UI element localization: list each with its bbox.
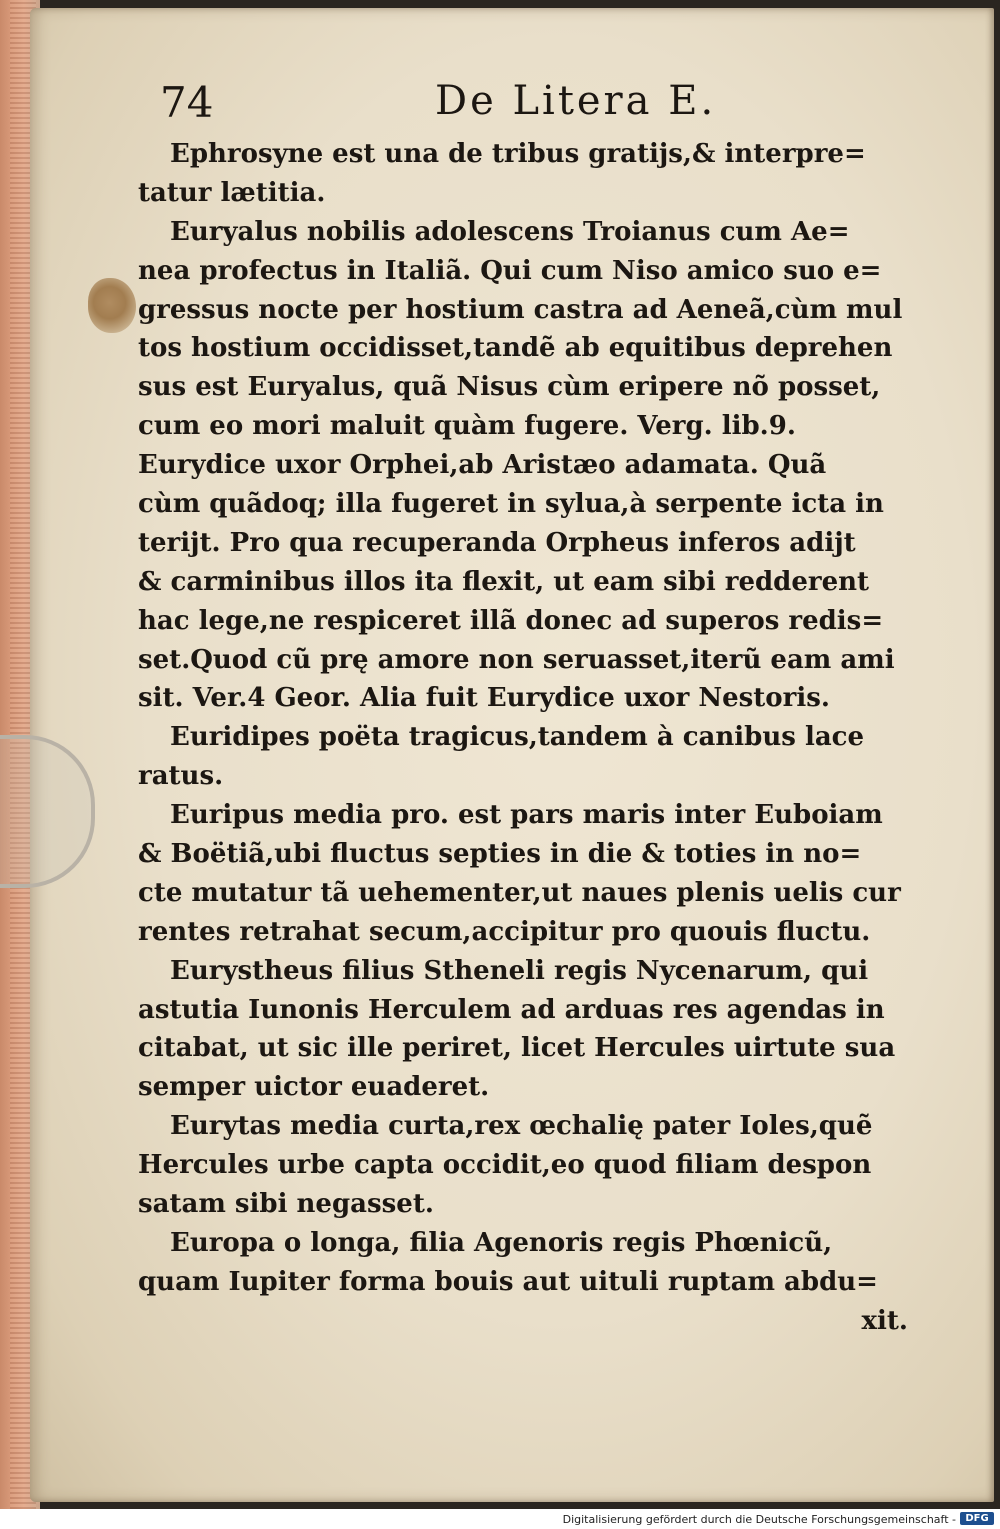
text-line: rentes retrahat secum,accipitur pro quouis fluctu.: [138, 916, 871, 947]
text-line: semper uictor euaderet.: [138, 1072, 490, 1103]
text-line: gressus nocte per hostium castra ad Aeneã,cùm mul: [138, 294, 903, 325]
text-line: tos hostium occidisset,tandẽ ab equitibus deprehen: [138, 333, 893, 364]
text-line: Eurystheus filius Stheneli regis Nycenarum, qui: [170, 955, 869, 986]
footer-bar: [0, 1509, 1000, 1529]
text-line: astutia Iunonis Herculem ad arduas res agendas in: [138, 994, 885, 1025]
text-line: Euridipes poëta tragicus,tandem à canibus lace: [170, 722, 865, 753]
catchword: xit.: [861, 1305, 908, 1336]
text-line: ratus.: [138, 761, 224, 792]
page-number: 74: [160, 78, 214, 127]
text-line: satam sibi negasset.: [138, 1189, 434, 1220]
text-line: Euryalus nobilis adolescens Troianus cum Ae=: [170, 216, 850, 247]
paper-stain: [88, 278, 136, 333]
text-line: & carminibus illos ita flexit, ut eam sibi redderent: [138, 566, 870, 597]
text-line: sus est Euryalus, quã Nisus cùm eripere nõ posset,: [138, 372, 881, 403]
text-line: Ephrosyne est una de tribus gratijs,& interpre=: [170, 139, 866, 169]
text-line: Eurydice uxor Orphei,ab Aristæo adamata. Quã: [138, 450, 827, 481]
text-line: quam Iupiter forma bouis aut uituli ruptam abdu=: [138, 1266, 878, 1297]
text-line: & Boëtiã,ubi fluctus septies in die & toties in no=: [138, 839, 862, 870]
text-line: cùm quãdoq; illa fugeret in sylua,à serpente icta in: [138, 489, 884, 520]
text-line: sit. Ver.4 Geor. Alia fuit Eurydice uxor Nestoris.: [138, 683, 830, 714]
text-line: terijt. Pro qua recuperanda Orpheus inferos adijt: [138, 527, 856, 558]
text-line: cte mutatur tã uehementer,ut naues plenis uelis cur: [138, 877, 901, 908]
text-line: Europa o longa, filia Agenoris regis Phœnicũ,: [170, 1227, 833, 1258]
text-line: citabat, ut sic ille periret, licet Hercules uirtute sua: [138, 1033, 896, 1064]
page-header: [120, 78, 920, 130]
text-line: nea profectus in Italiã. Qui cum Niso amico suo e=: [138, 255, 882, 286]
text-line: Hercules urbe capta occidit,eo quod filiam despon: [138, 1150, 872, 1181]
running-head: De Litera E.: [435, 78, 717, 124]
digitization-credit: Digitalisierung gefördert durch die Deutsche Forschungsgemeinschaft -: [562, 1513, 956, 1526]
text-line: hac lege,ne respiceret illã donec ad superos redis=: [138, 605, 884, 636]
text-block: [138, 135, 928, 1341]
text-line: tatur lætitia.: [138, 177, 326, 208]
text-line: Eurytas media curta,rex œchalię pater Ioles,quẽ: [170, 1111, 873, 1142]
text-line: set.Quod cũ prę amore non seruasset,iterũ eam ami: [138, 644, 895, 675]
text-line: Euripus media pro. est pars maris inter Euboiam: [170, 800, 883, 831]
text-line: cum eo mori maluit quàm fugere. Verg. lib.9.: [138, 411, 796, 442]
dfg-logo: DFG: [960, 1512, 994, 1525]
